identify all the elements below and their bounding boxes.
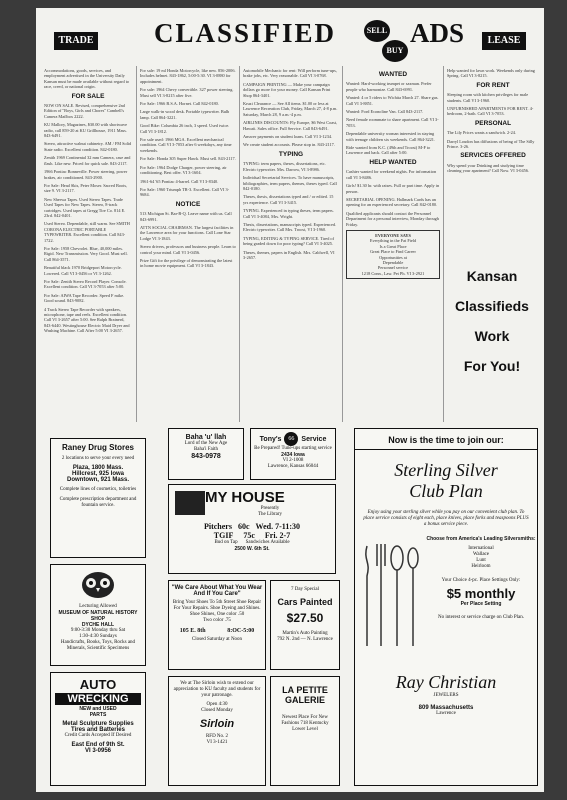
ad-text: KU Mallory, Magazines, $30.00 with shortwave radio, call 859-20 at KU Grillhouse, 1911 Mass. 843-6491. bbox=[44, 122, 128, 139]
raney-drug-ad bbox=[50, 438, 146, 558]
bahai-line: 843-0978 bbox=[191, 453, 221, 460]
store-jewelers: JEWELERS bbox=[433, 693, 459, 698]
notice-column bbox=[140, 68, 236, 420]
tonys-service-ad bbox=[250, 428, 336, 480]
auto-wrecking-ad bbox=[50, 672, 146, 786]
for-rent-column bbox=[447, 68, 539, 248]
sterling-headline: Now is the time to join our: bbox=[355, 435, 537, 450]
column-divider bbox=[342, 66, 343, 422]
classified-ads-banner bbox=[42, 16, 538, 60]
help-wanted-heading: HELP WANTED bbox=[369, 158, 417, 166]
everyone-line: Great Place to Find Career bbox=[370, 249, 416, 255]
kansan-classifieds-ad bbox=[449, 254, 535, 414]
my-house-line: Wed. 7-11:30 bbox=[255, 522, 300, 531]
ad-text: Sleeping room with kitchen privileges for male students. Call VI 3-1960. bbox=[447, 92, 529, 103]
ad-text: Qualified applicants should contact the Personnel Department for a personal interview, Monday through Friday. bbox=[346, 210, 439, 227]
ad-text: Dependable university woman interested in staying with teenage children six weekends. Call 864-3221. bbox=[346, 131, 436, 142]
ad-text: Beautiful black 1970 Bridgeport Motorcycle. Lowered. Call VI 3-0456 or VI 3-1262. bbox=[44, 265, 122, 276]
ad-text: AIRLINES DISCOUNTS: Fly Europe, $6 West Coast, Hawaii. Sales office. Full Service. Call 843-6491. bbox=[243, 120, 338, 131]
for-sale-heading: FOR SALE bbox=[71, 92, 105, 100]
nondiscrimination-notice: Accommodations, goods, services, and employment advertised in the University Daily Kansan must be made available without regard to race, creed, or national origin. bbox=[44, 68, 130, 90]
ad-text: Need female roommate to share apartment. Call VI 3-7053. bbox=[346, 117, 439, 128]
ad-text: New Sherwa Tapes. Used Stereo Tapes. Trade Used Tapes for New Tapes. Stereo, 8-track cartridges. Used tapes at Gregg Tire Co. 814 E. 23rd. 842-0401. bbox=[44, 196, 126, 218]
ad-text: Help wanted for lawn work. Weekends only during Spring. Call VI 3-8215. bbox=[447, 68, 535, 79]
bahai-line: Baha'i Faith bbox=[193, 447, 219, 452]
kansan-line: For You! bbox=[463, 358, 521, 374]
sirloin-line: We at The Sirloin wish to extend our appreciation to KU faculty and students for your patronage. bbox=[173, 681, 261, 698]
ad-text: Large walk-in wood desk. Portable typewriter. Bulb lamp. Call 864-3221. bbox=[140, 109, 230, 120]
ad-text: Cashier wanted for weekend nights. For information call VI 3-8486. bbox=[346, 169, 437, 180]
ad-text: For Sale: Head Skis, Peter Moser. Sacred Boots, size 9. VI 3-2117. bbox=[44, 182, 128, 194]
raney-line: Plaza, 1800 Mass. bbox=[72, 465, 124, 471]
typing-column bbox=[243, 68, 339, 420]
shoe-line: And If You Care" bbox=[193, 591, 241, 597]
everyone-line: Opportunities at bbox=[379, 254, 407, 260]
sterling-title: Club Plan bbox=[409, 481, 483, 501]
bahai-line: Lord of the New Age bbox=[184, 441, 228, 446]
auto-line: Credit Cards Accepted If Desired bbox=[64, 733, 132, 738]
ad-text: Stereo drivers, professors and business people. Learn to control your mind. Call VI 3-0456. bbox=[140, 244, 236, 255]
tonys-line: Service bbox=[301, 435, 327, 443]
shoe-line: Shoe Shines, One color .50 bbox=[189, 612, 245, 617]
tonys-line: Be Prepared! Tune-ups starting service bbox=[254, 446, 332, 451]
my-house-line: 2500 W. 6th St. bbox=[234, 546, 270, 552]
sterling-description: Enjoy using your sterling silver while you pay on our convenient club plan. To place service consists of eight each, place knives, place forks and teaspoons PLUS a bonus service piece. bbox=[363, 510, 529, 527]
everyone-says-box bbox=[346, 230, 440, 279]
owl-icon bbox=[78, 569, 118, 599]
ad-text: ATTN SOCIAL CHAIRMAN. The largest facilities in the Lawrence area for your functions. Call Lone Star Lodge VI 3-1843. bbox=[140, 224, 234, 241]
ad-text: For Sale: Zenith Stereo Record Player. Console. Excellent condition. Call VI 3-7053 after 5:00. bbox=[44, 279, 127, 290]
ad-text: For Sale: 1958 Chevrolet. Blue, 40,000 miles. Rigid. New Transmission. Very Good. Must sell. Call 864-3571. bbox=[44, 245, 128, 262]
museum-line: 9:00-3:30 Monday thru Sat bbox=[70, 628, 126, 633]
ad-text: For sale used: 1966 MGA. Excellent mechanical condition. Call VI 3-7053 after 6 weekdays, any time weekends. bbox=[140, 137, 232, 153]
typing-heading: TYPING bbox=[278, 150, 304, 158]
ad-text: Why spend your Drinking and studying time cleaning your apartment? Call Now. VI 3-0456. bbox=[447, 162, 529, 174]
sirloin-line: RFD No. 2 bbox=[205, 734, 229, 739]
my-house-line: Pitchers bbox=[203, 522, 232, 531]
everyone-line: Personnel service bbox=[377, 265, 409, 271]
ad-text: For sale: 19 ml Honda Motorcycle, like new. 856-2006. Includes helmet. 843-1862, 5:00-5:30. VI 3-0880 for appointment. bbox=[140, 68, 236, 84]
kansan-line: Work bbox=[474, 328, 510, 344]
galerie-line: GALERIE bbox=[284, 695, 325, 705]
ad-text: For Sale: 1960 Triumph TR-3. Excellent. Call VI 3-9684. bbox=[140, 186, 230, 198]
everyone-line: Is a Great Place bbox=[379, 243, 407, 249]
auto-line: NEW and USED bbox=[79, 706, 117, 712]
ad-text: SECRETARIAL OPENING. Hallmark Cards has an opening for an experienced secretary. Call 842-0180. bbox=[346, 196, 438, 208]
sirloin-logo: Sirloin bbox=[199, 718, 235, 730]
wanted-column bbox=[346, 68, 440, 420]
auto-line: AUTO bbox=[79, 677, 117, 692]
ad-text: Theses, themes, papers in English. Mrs. Caldwell, VI 3-2657. bbox=[243, 249, 335, 260]
for-sale-list bbox=[44, 103, 132, 334]
typing-list bbox=[243, 161, 339, 260]
everyone-line: EVERYONE SAYS bbox=[375, 232, 411, 238]
wanted-list bbox=[346, 81, 440, 155]
ad-text: Thesis, dissertations, manuscripts typed. Experienced. Electric typewriter. Call Mrs. Troost, VI 3-1960. bbox=[243, 221, 337, 233]
my-house-line: Sandwiches Available bbox=[245, 540, 290, 545]
ad-text: Prize Gift for the privilege of demonstrating the latest in home movie equipment. Call VI 3-1843. bbox=[140, 257, 233, 269]
sterling-silver-club-ad bbox=[354, 428, 538, 786]
tonys-name: Tony's bbox=[259, 435, 282, 443]
raney-title: Raney Drug Stores bbox=[61, 443, 135, 452]
raney-line: Hillcrest, 925 Iowa bbox=[71, 471, 125, 477]
store-city: Lawrence bbox=[436, 711, 456, 716]
auto-line: PARTS bbox=[89, 712, 107, 718]
ad-text: TYPING, EDITING & TYPING SERVICE. Tired of being graded down for poor typing? Call VI 3-4025. bbox=[243, 235, 335, 247]
tonys-line: VI 2-1008 bbox=[282, 458, 304, 463]
shoe-line: 8:OC-5:00 bbox=[227, 628, 255, 634]
tonys-line: 2434 Iowa bbox=[281, 452, 305, 458]
column-divider bbox=[136, 66, 137, 422]
ad-text: Theses, thesis, dissertations typed and / or edited. 15 yrs experience. Call VI 3-3415. bbox=[243, 194, 334, 205]
for-sale-continued-list bbox=[140, 68, 236, 198]
sterling-title: Sterling Silver bbox=[394, 460, 498, 480]
banner-buy-badge: BUY bbox=[382, 40, 408, 62]
cars-line: Martin's Auto Painting bbox=[282, 631, 328, 636]
auto-line: Tires and Batteries bbox=[71, 727, 125, 733]
sterling-choose: Choose from America's Leading Silversmiths: bbox=[426, 536, 536, 542]
ad-text: Good Bike: Columbia 26 inch, 3 speed. Used twice. Call VI 3-1812. bbox=[140, 123, 230, 134]
shoe-line: "We Care About What You Wear bbox=[171, 585, 263, 591]
kansan-line: Classifieds bbox=[455, 298, 529, 314]
misc-list bbox=[243, 68, 339, 148]
my-house-line: Bud on Tap bbox=[214, 540, 238, 545]
column-divider bbox=[239, 66, 240, 422]
ad-text: For Sale: AIWA Tape Recorder. Speed F mike. Good sound. 843-9082. bbox=[44, 292, 125, 304]
brand-name: Lunt bbox=[476, 558, 486, 563]
ad-text: For Sale: 1966 B.S.A. Hornet. Call 842-0180. bbox=[140, 101, 219, 107]
kansan-line: Kansan bbox=[466, 268, 518, 284]
everyone-line: Everything in the Fat Field bbox=[369, 238, 417, 244]
museum-line: 1:30-4:30 Sundays bbox=[79, 634, 117, 639]
banner-classified-title: CLASSIFIED bbox=[154, 18, 337, 48]
ad-text: 1961-64 '65 Pontiac 4-barrel. Call VI 3-8340. bbox=[140, 178, 219, 184]
everyone-line: Dependable bbox=[382, 259, 404, 265]
everyone-line: 1218 Conn., Law. Pet Ph. VI 3-2921 bbox=[361, 270, 425, 276]
ad-text: 513 Michigan St. Bar-B-Q. Leave name with us. Call 843-6991. bbox=[140, 211, 232, 222]
silverware-illustration bbox=[355, 536, 425, 656]
my-house-line: TGIF bbox=[213, 531, 234, 540]
banner-ads-title: ADS bbox=[410, 18, 465, 48]
auto-line: WRECKING bbox=[55, 693, 141, 705]
ad-text: Used Stereo. Dependable, still warm. See SMITH CORONA ELECTRIC PORTABLE TYPEWRITER. Excellent condition. Call 843-1722. bbox=[44, 221, 130, 243]
brand-name: International bbox=[468, 546, 494, 551]
auto-line: Metal Sculpture Supplies bbox=[62, 721, 134, 727]
sirloin-line: Closed Monday bbox=[201, 708, 233, 713]
ad-text: For Sale: 1964 Dodge Charger, power steering, air conditioning. Best offer. VI 3-1604. bbox=[140, 164, 227, 176]
ad-text: NOW ON SALE. Revised, comprehensive 2nd Edition of "Boys, Girls and Chores" Cambell's Camera Mailbox 2222. bbox=[44, 103, 125, 119]
help-wanted-list bbox=[346, 169, 440, 227]
my-house-line: 75c bbox=[243, 531, 255, 540]
raney-line: 2 locations to serve your every need bbox=[61, 456, 135, 461]
ad-text: Darryl Loudon has diffusions of being of The Silly Prince. 3-26. bbox=[447, 138, 535, 150]
la-petite-galerie-ad bbox=[270, 676, 340, 786]
ad-text: 4 Track Stereo Tape Recorder with speakers, microphone, tape and reels. Excellent condition. Call VI 3-2657 after 5:00. See Ralph Brainerd, 843-6440. Westinghouse Electric Maid Dryer and Washing Machine. Call After 5:00 VI 3-2657. bbox=[44, 306, 130, 334]
banner-lease-tag: LEASE bbox=[482, 32, 526, 50]
cars-line: Cars Painted bbox=[277, 597, 333, 607]
my-house-line: Presently bbox=[260, 506, 280, 511]
my-house-title: MY HOUSE bbox=[205, 489, 285, 506]
ad-text: Wanted: Hard-working trumpet or saxman. Prefer people who harmonize. Call 843-6991. bbox=[346, 81, 432, 92]
shoe-repair-ad bbox=[168, 580, 266, 670]
shoe-line: Bring Your Shoes To 5th Street Shoe Repair For Your Repairs. Shoe Dyeing and Shines. bbox=[172, 600, 262, 611]
store-address: 809 Massachusetts bbox=[418, 705, 474, 711]
ad-text: Individual Secretarial Services. To have manuscripts, bibliographies, term papers, themes, theses typed. Call 842-0180. bbox=[243, 175, 337, 191]
cars-line: 7 Day Special bbox=[290, 587, 320, 592]
galerie-line: Newest Place For New Fashions 718 Kentucky Lower Level bbox=[281, 715, 329, 732]
bahai-line: Baha 'u' llah bbox=[185, 434, 227, 441]
ad-text: For sale: 1964 Chevy convertible. 327 power steering. Must sell VI 3-8215 after five. bbox=[140, 87, 234, 98]
column-divider bbox=[443, 66, 444, 422]
auto-line: East End of 9th St. bbox=[71, 742, 125, 748]
sterling-no-interest: No interest or service charge on Club Plan. bbox=[438, 615, 524, 620]
notice-heading: NOTICE bbox=[175, 200, 201, 208]
cars-line: 792 N. 2nd — N. Lawrence bbox=[277, 637, 333, 642]
ad-text: TYPING: term papers, theses, dissertations, etc. Electric typewriter. Mrs. Darrow, VI 3-8986. bbox=[243, 161, 326, 172]
cars-line: $27.50 bbox=[286, 611, 324, 625]
sirloin-line: Open 4:30 bbox=[206, 702, 228, 707]
shoe-line: Two color .75 bbox=[203, 618, 231, 623]
brand-name: Wallace bbox=[473, 552, 489, 557]
for-rent-heading: FOR RENT bbox=[476, 81, 510, 89]
my-house-line: 60c bbox=[237, 522, 250, 531]
my-house-ad bbox=[168, 484, 336, 574]
banner-sell-badge: SELL bbox=[364, 20, 390, 42]
wanted-heading: WANTED bbox=[378, 71, 408, 78]
tonys-66-badge: 66 bbox=[284, 432, 298, 446]
ad-text: Zenith 1969 Continental 32 mm Camera, case and flash. Like new. Priced for quick sale. 843-2117. bbox=[44, 155, 131, 166]
brand-name: Heirloom bbox=[471, 564, 491, 569]
banner-trade-tag: TRADE bbox=[54, 32, 98, 50]
notice-list bbox=[140, 211, 236, 269]
ad-text: 1966 Pontiac Bonneville. Power steering, power brakes, air conditioned. 843-2900. bbox=[44, 169, 128, 180]
ad-text: CAMPAIGN PRINTING — Make your campaign dollars go more for your money. Call Kansan Print Shop 864-3401. bbox=[243, 81, 331, 98]
for-sale-column bbox=[44, 68, 132, 420]
ad-text: TYPING. Experienced in typing theses, term papers. Call VI 3-4084, Mrs. Wright. bbox=[243, 208, 334, 219]
ad-text: Wanted: Ford Econoline Van. Call 843-2117. bbox=[346, 109, 424, 115]
tonys-line: Lawrence, Kansas 66044 bbox=[267, 464, 319, 469]
museum-line: MUSEUM OF NATURAL HISTORY SHOP bbox=[58, 610, 138, 622]
services-offered-heading: SERVICES OFFERED bbox=[460, 152, 526, 160]
ad-text: UNFURNISHED APARTMENTS FOR RENT. 4-bedroom, 2-bath. Call VI 3-7053. bbox=[447, 106, 534, 117]
shoe-line: Closed Saturday at Noon bbox=[191, 637, 243, 642]
auto-line: VI 3-0956 bbox=[84, 748, 112, 754]
sterling-choice: Your Choice 4-pc. Place Settings Only: bbox=[441, 578, 521, 583]
galerie-line: LA PETITE bbox=[282, 685, 328, 695]
ad-text: Automobile Mechanic for rent: Will perform tune-ups, brake jobs, etc. Very reasonable. Call VI 3-0768. bbox=[243, 68, 337, 79]
ad-text: Girls! $1.30 hr. with raises. Full or part time. Apply in person. bbox=[346, 183, 440, 194]
sterling-price: $5 monthly bbox=[446, 586, 516, 601]
cars-painted-ad bbox=[270, 580, 340, 670]
ad-text: Answer payments on student loans. Call VI 3-1234. bbox=[243, 134, 333, 140]
ad-text: We create student accounts. Please stop in. 843-2117. bbox=[243, 142, 335, 148]
museum-shop-ad bbox=[50, 564, 146, 666]
my-house-line: The Library bbox=[257, 512, 283, 517]
sterling-per: Per Place Setting bbox=[460, 601, 502, 607]
personal-heading: PERSONAL bbox=[474, 119, 512, 127]
sirloin-line: VI 3-1421 bbox=[206, 740, 228, 745]
ray-christian-logo: Ray Christian bbox=[395, 672, 497, 692]
ad-text: The Lily Prices wants a sandwich. 2-24. bbox=[447, 130, 516, 136]
raney-line: Downtown, 921 Mass. bbox=[66, 477, 129, 483]
ad-text: Kruzi Clearance — See All items. $1.00 or less at Lawrence Recreation Club, Friday, March 27, 4-8 p.m. Saturday, March 28, 9 a.m.-4 p.m. bbox=[243, 101, 338, 117]
sirloin-ad bbox=[168, 676, 266, 786]
ad-text: For Sale: Honda 305 Super Hawk. Must sell. 843-2117. bbox=[140, 156, 236, 162]
raney-line: Complete prescription department and fountain service. bbox=[59, 497, 137, 508]
ad-text: Wanted: 4 or 5 riders to Wichita March 27. Share gas. Call VI 3-8851. bbox=[346, 95, 439, 106]
newspaper-page bbox=[36, 8, 544, 792]
museum-line: Handicrafts, Books, Toys, Rocks and Minerals, Scientific Specimens bbox=[60, 640, 136, 651]
beer-mug-icon bbox=[175, 491, 205, 515]
ad-text: Stereo, attractive walnut cabinetry. AM / FM Solid State radio. Excellent condition. 842-0180. bbox=[44, 141, 132, 152]
raney-line: Complete lines of cosmetics, toiletries bbox=[59, 487, 137, 492]
ad-text: Ride wanted from K.C. (49th and Troost) M-F to Lawrence and back. Call after 5:00. bbox=[346, 145, 431, 156]
museum-line: Lecturing Allowed bbox=[79, 604, 117, 609]
my-house-line: Fri. 2-7 bbox=[264, 531, 291, 540]
museum-line: DYCHE HALL bbox=[81, 622, 115, 628]
shoe-line: 105 E. 8th bbox=[179, 628, 206, 634]
bahai-faith-ad bbox=[168, 428, 244, 480]
